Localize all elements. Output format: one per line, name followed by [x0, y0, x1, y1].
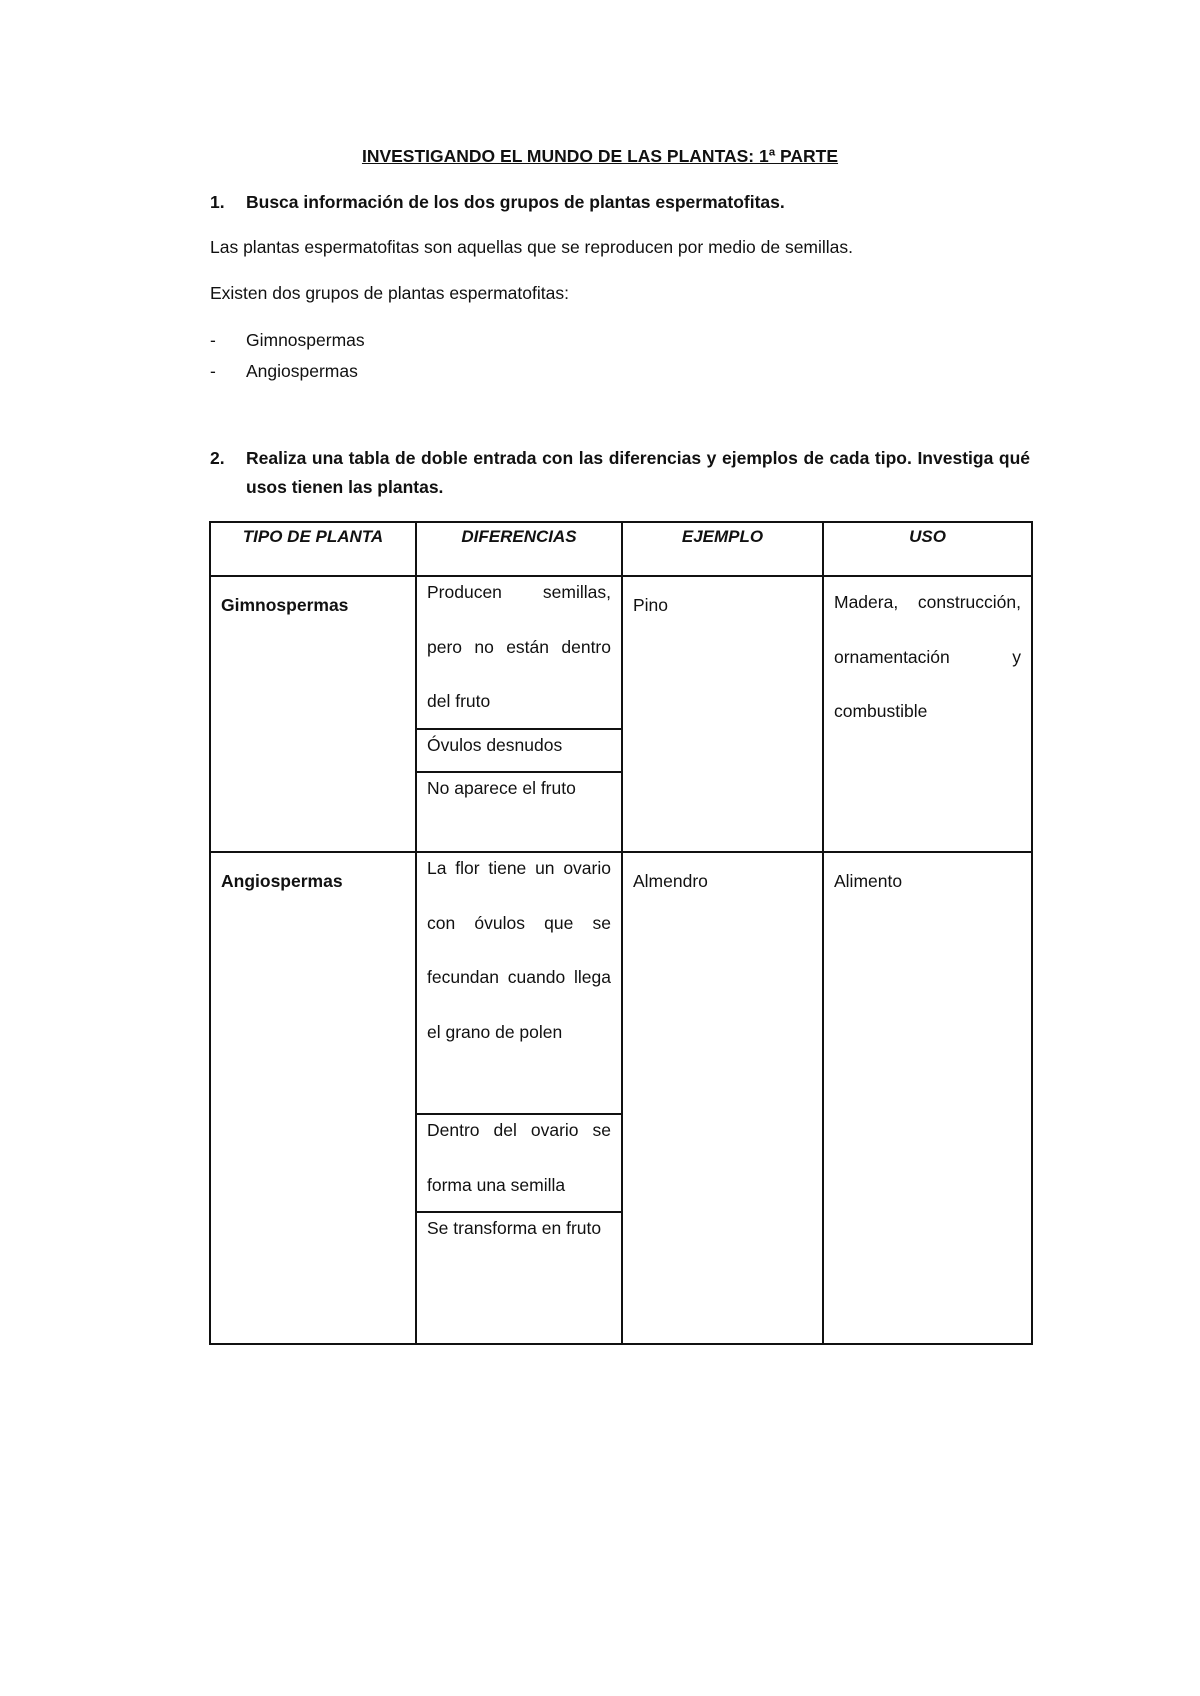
ejemplo-text: Pino [633, 595, 669, 615]
header-ejemplo: EJEMPLO [622, 522, 823, 576]
cell-diferencias [416, 852, 622, 1344]
cell-uso [823, 852, 1032, 1344]
diferencia-text: Producen semillas, pero no están dentro del fruto [427, 582, 611, 711]
list-item [210, 325, 365, 356]
diferencia-item [417, 565, 621, 730]
diferencia-text: Se transforma en fruto [427, 1218, 602, 1238]
comparison-table [209, 521, 1033, 1345]
table-row [210, 852, 1032, 1344]
uso-text: Alimento [834, 871, 903, 891]
diferencia-item [417, 761, 621, 815]
tipo-label: Gimnospermas [221, 595, 349, 615]
list-item-label: Gimnospermas [246, 330, 365, 350]
list-item-label: Angiospermas [246, 361, 358, 381]
cell-ejemplo [622, 576, 823, 852]
cell-ejemplo [622, 852, 823, 1344]
header-tipo: TIPO DE PLANTA [210, 522, 416, 576]
diferencia-text: No aparece el fruto [427, 778, 576, 798]
paragraph-definition: Las plantas espermatofitas son aquellas que se reproducen por medio de semillas. [210, 237, 854, 257]
table-row [210, 576, 1032, 852]
diferencia-item [417, 841, 621, 1115]
header-uso: USO [823, 522, 1032, 576]
question-1 [210, 188, 1030, 217]
bullet-dash: - [210, 361, 216, 381]
list-item [210, 356, 365, 387]
header-diferencias: DIFERENCIAS [416, 522, 622, 576]
diferencia-text: Dentro del ovario se forma una semilla [427, 1120, 611, 1195]
diferencia-item [417, 1201, 621, 1309]
tipo-label: Angiospermas [221, 871, 343, 891]
diferencia-text: Óvulos desnudos [427, 735, 563, 755]
cell-tipo [210, 576, 416, 852]
cell-tipo [210, 852, 416, 1344]
table-header-row [210, 522, 1032, 576]
question-2 [210, 444, 1030, 502]
groups-list [210, 325, 365, 387]
ejemplo-text: Almendro [633, 871, 708, 891]
page-title: INVESTIGANDO EL MUNDO DE LAS PLANTAS: 1ª PARTE [361, 146, 839, 166]
cell-diferencias [416, 576, 622, 852]
uso-text: Madera, construcción, ornamentación y combustible [834, 592, 1021, 721]
question-1-number: 1. [210, 192, 225, 212]
question-2-text: Realiza una tabla de doble entrada con las diferencias y ejemplos de cada tipo. Investiga qué usos tienen las plantas. [246, 448, 1030, 497]
question-2-number: 2. [210, 448, 225, 468]
diferencia-text: La flor tiene un ovario con óvulos que se fecundan cuando llega el grano de polen [427, 858, 611, 1042]
bullet-dash: - [210, 330, 216, 350]
paragraph-groups-intro: Existen dos grupos de plantas espermatofitas: [210, 283, 569, 303]
question-1-text: Busca información de los dos grupos de plantas espermatofitas. [246, 192, 785, 212]
cell-uso [823, 576, 1032, 852]
diferencia-item [417, 1103, 621, 1213]
